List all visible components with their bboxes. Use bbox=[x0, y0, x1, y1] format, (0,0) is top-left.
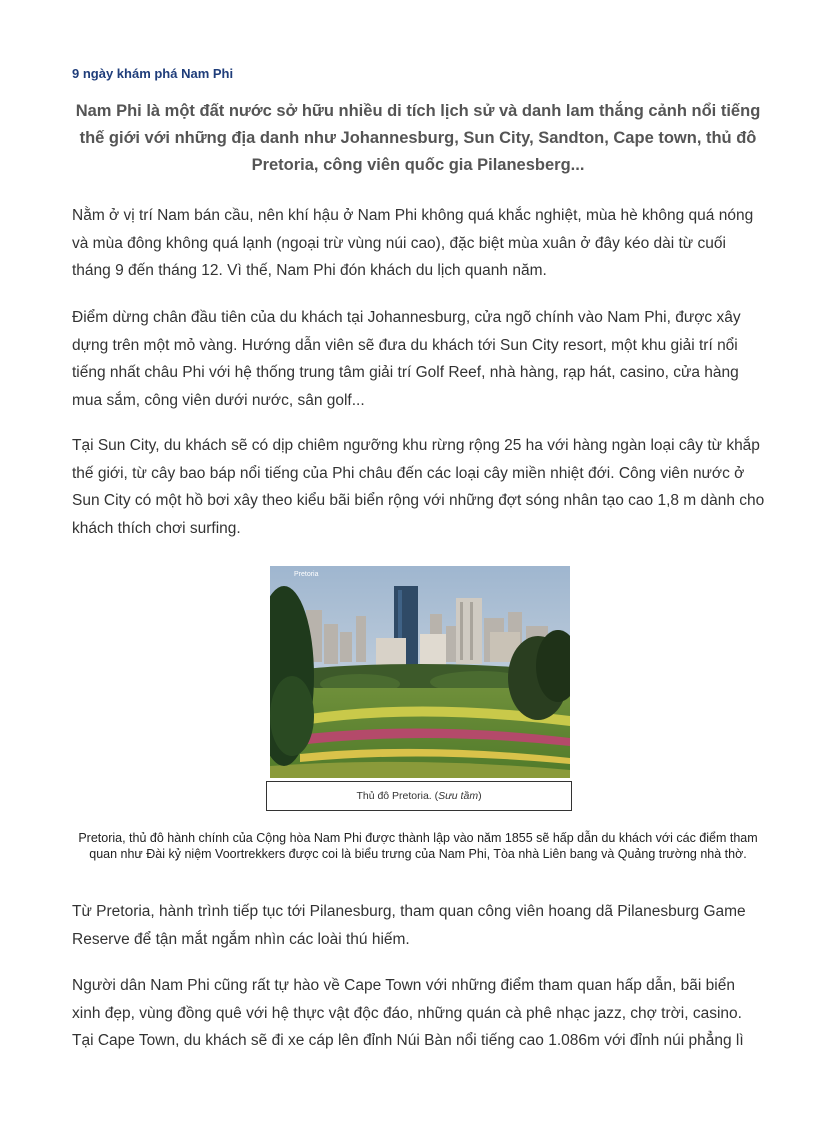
article-lead: Nam Phi là một đất nước sở hữu nhiều di tích lịch sử và danh lam thắng cảnh nổi tiếng thế giới với những địa danh như Johannesburg, Sun City, Sandton, Cape town, thủ đô Pretoria, công viên quốc gia Pilanesberg... bbox=[75, 102, 761, 174]
photo-description: Pretoria, thủ đô hành chính của Cộng hòa Nam Phi được thành lập vào năm 1855 sẽ hấp dẫn du khách với các điểm tham quan như Đài kỷ niệm Voortrekkers được coi là biểu trưng của Nam Phi, Tòa nhà Liên bang và Quảng trường nhà thờ. bbox=[78, 831, 758, 861]
photo-caption bbox=[266, 781, 572, 811]
paragraph-johannesburg: Điểm dừng chân đầu tiên của du khách tại Johannesburg, cửa ngõ chính vào Nam Phi, được xây dựng trên một mỏ vàng. Hướng dẫn viên sẽ đưa du khách tới Sun City resort, một khu giải trí nổi tiếng nhất châu Phi với hệ thống trung tâm giải trí Golf Reef, nhà hàng, rạp hát, casino, cửa hàng mua sắm, công viên dưới nước, sân golf... bbox=[72, 309, 741, 409]
photo-caption-text: Thủ đô Pretoria. ( bbox=[356, 790, 439, 802]
photo-caption-credit: Sưu tầm bbox=[438, 790, 479, 802]
paragraph-sun-city: Tại Sun City, du khách sẽ có dịp chiêm ngưỡng khu rừng rộng 25 ha với hàng ngàn loại cây từ khắp thế giới, từ cây bao báp nổi tiếng của Phi châu đến các loại cây miền nhiệt đới. Công viên nước ở Sun City có một hồ bơi xây theo kiểu bãi biển rộng với những đợt sóng nhân tạo cao 1,8 m dành cho khách thích chơi surfing. bbox=[72, 437, 765, 537]
paragraph-cape-town: Người dân Nam Phi cũng rất tự hào về Cape Town với những điểm tham quan hấp dẫn, bãi biển xinh đẹp, vùng đồng quê với hệ thực vật độc đáo, những quán cà phê nhạc jazz, chợ trời, casino. Tại Cape Town, du khách sẽ đi xe cáp lên đỉnh Núi Bàn nổi tiếng cao 1.086m với đỉnh núi phẳng lì bbox=[72, 977, 744, 1049]
paragraph-climate: Nằm ở vị trí Nam bán cầu, nên khí hậu ở Nam Phi không quá khắc nghiệt, mùa hè không quá nóng và mùa đông không quá lạnh (ngoại trừ vùng núi cao), đặc biệt mùa xuân ở đây kéo dài từ cuối tháng 9 đến tháng 12. Vì thế, Nam Phi đón khách du lịch quanh năm. bbox=[72, 207, 754, 279]
photo-watermark: Pretoria bbox=[294, 571, 319, 578]
pretoria-photo bbox=[270, 566, 570, 778]
paragraph-pilanesburg: Từ Pretoria, hành trình tiếp tục tới Pilanesburg, tham quan công viên hoang dã Pilanesburg Game Reserve để tận mắt ngắm nhìn các loài thú hiếm. bbox=[72, 903, 746, 948]
photo-caption-end: ) bbox=[478, 790, 482, 802]
article-title: 9 ngày khám phá Nam Phi bbox=[72, 66, 234, 81]
